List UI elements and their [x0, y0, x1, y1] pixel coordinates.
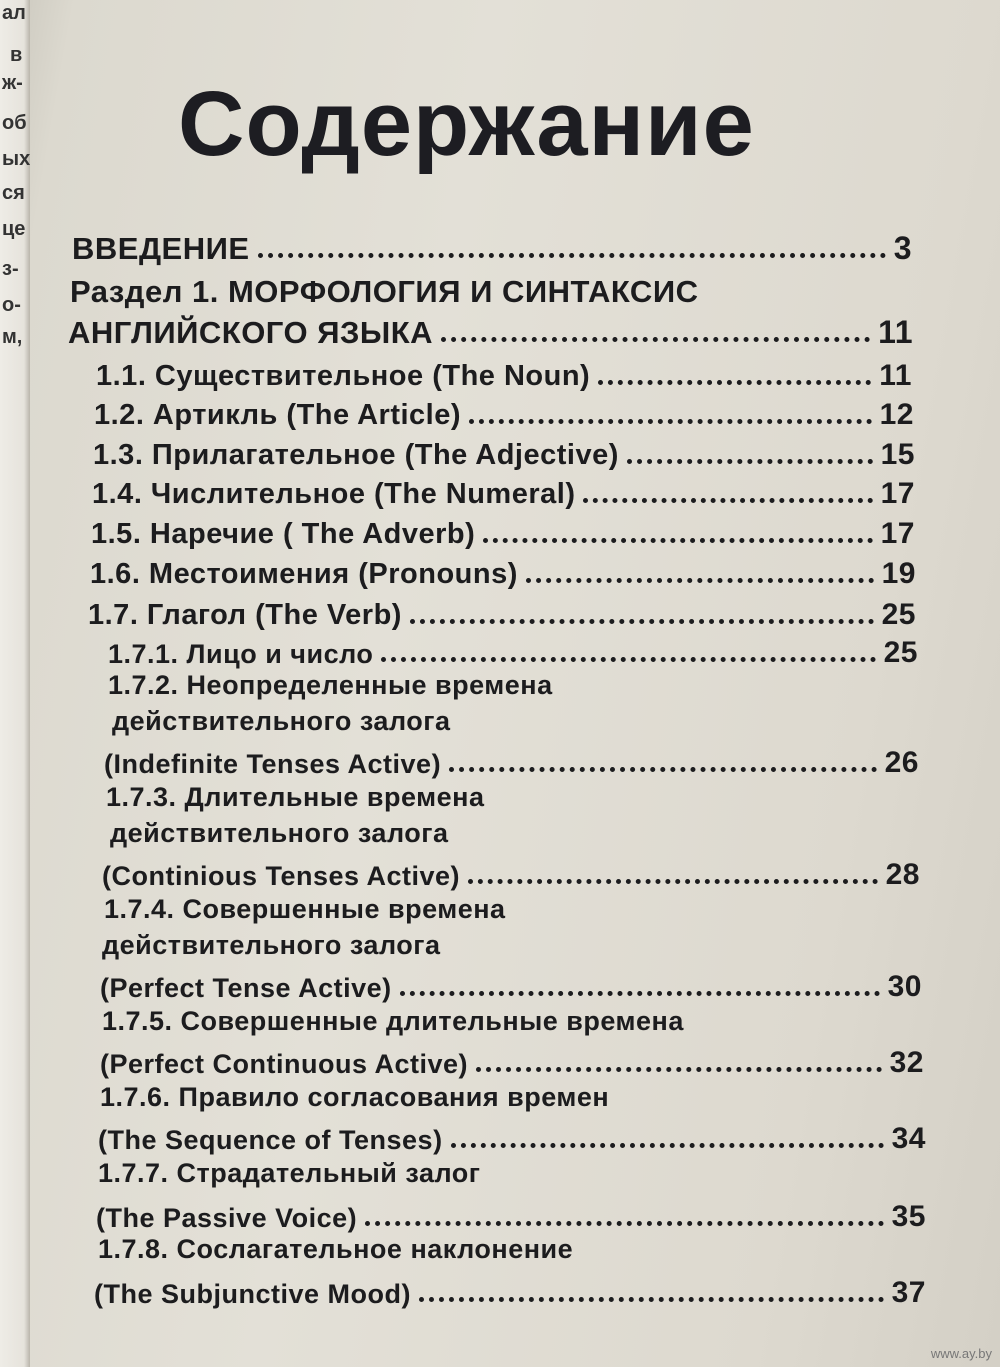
toc-page-number: 17 — [880, 517, 915, 550]
left-page-fragment: о- — [2, 294, 21, 316]
dot-leader — [381, 657, 875, 662]
toc-entry-label: АНГЛИЙСКОГО ЯЗЫКА — [68, 315, 434, 350]
toc-page-number: 11 — [879, 359, 912, 392]
toc-entry-label: (Indefinite Tenses Active) — [104, 749, 442, 779]
toc-page-number: 15 — [880, 438, 915, 471]
toc-entry-label: (The Subjunctive Mood) — [94, 1279, 411, 1309]
dot-leader — [469, 419, 872, 424]
left-page-fragment: ых — [2, 148, 30, 170]
toc-entry-title-line: действительного залога — [112, 706, 451, 736]
toc-page-number: 30 — [887, 970, 922, 1003]
toc-entry-1-7-1 — [108, 632, 918, 668]
left-page-fragment: з- — [2, 258, 19, 280]
toc-entry-1-7-6 — [98, 1118, 926, 1154]
contents-heading: Содержание — [178, 73, 755, 175]
dot-leader — [476, 1067, 882, 1072]
toc-page-number: 11 — [878, 314, 913, 350]
dot-leader — [441, 337, 870, 342]
toc-page-number: 37 — [891, 1276, 926, 1309]
toc-entry-label: 1.2. Артикль (The Article) — [94, 399, 462, 431]
toc-entry-label: (The Passive Voice) — [96, 1203, 358, 1233]
toc-entry-label: (Perfect Continuous Active) — [100, 1049, 469, 1079]
toc-entry-1-6 — [90, 553, 916, 589]
toc-entry-1-7-2 — [104, 742, 919, 778]
dot-leader — [598, 380, 871, 385]
left-page-fragment: це — [2, 218, 26, 240]
toc-entry-title-line: 1.7.6. Правило согласования времен — [100, 1082, 610, 1112]
toc-page-number: 35 — [891, 1200, 926, 1233]
dot-leader — [468, 879, 878, 884]
toc-section-title: Раздел 1. МОРФОЛОГИЯ И СИНТАКСИС — [70, 274, 699, 309]
toc-entry-label: 1.7. Глагол (The Verb) — [88, 599, 402, 631]
toc-entry-label: (Continious Tenses Active) — [102, 861, 461, 891]
toc-entry-section-1 — [68, 312, 913, 348]
toc-entry-label: 1.5. Наречие ( The Adverb) — [91, 518, 476, 550]
toc-entry-label: (Perfect Tense Active) — [100, 973, 392, 1003]
toc-page-number: 19 — [881, 557, 916, 590]
toc-page-number: 25 — [883, 636, 918, 669]
left-page-fragment: ал — [2, 2, 26, 24]
toc-page-number: 25 — [881, 598, 916, 631]
dot-leader — [449, 767, 877, 772]
toc-page-number: 34 — [891, 1122, 926, 1155]
toc-entry-label: 1.3. Прилагательное (The Adjective) — [93, 439, 619, 471]
toc-entry-1-3 — [93, 434, 915, 470]
left-page-fragment: м, — [2, 326, 23, 348]
toc-entry-1-7 — [88, 594, 916, 630]
dot-leader — [583, 498, 872, 503]
left-page-fragment: в — [10, 44, 23, 66]
toc-entry-title-line: действительного залога — [110, 818, 449, 848]
left-page-edge — [0, 0, 30, 1367]
dot-leader — [483, 538, 872, 543]
toc-entry-title-line: 1.7.8. Сослагательное наклонение — [98, 1234, 574, 1264]
toc-entry-label: 1.7.1. Лицо и число — [108, 639, 374, 669]
left-page-fragment: ся — [2, 182, 25, 204]
dot-leader — [410, 619, 874, 624]
toc-page-number: 32 — [889, 1046, 924, 1079]
dot-leader — [258, 253, 886, 258]
toc-entry-label: 1.4. Числительное (The Numeral) — [92, 478, 576, 510]
toc-entry-title-line: 1.7.4. Совершенные времена — [104, 894, 506, 924]
toc-entry-1-7-5 — [100, 1042, 924, 1078]
toc-page-number: 17 — [880, 477, 915, 510]
dot-leader — [526, 578, 874, 583]
toc-entry-1-7-8 — [94, 1272, 926, 1308]
left-page-fragment: ж- — [2, 72, 23, 94]
toc-page-number: 3 — [893, 230, 912, 266]
toc-entry-title-line: 1.7.3. Длительные времена — [106, 782, 485, 812]
toc-entry-title-line: 1.7.5. Совершенные длительные времена — [102, 1006, 684, 1036]
toc-page-number: 28 — [885, 858, 920, 891]
toc-entry-title-line: действительного залога — [102, 930, 441, 960]
toc-entry-1-4 — [92, 473, 915, 509]
toc-entry-label: 1.1. Существительное (The Noun) — [96, 360, 591, 392]
toc-entry-title-line: 1.7.2. Неопределенные времена — [108, 670, 553, 700]
dot-leader — [419, 1297, 884, 1302]
dot-leader — [365, 1221, 884, 1226]
dot-leader — [451, 1143, 884, 1148]
toc-entry-1-2 — [94, 394, 914, 430]
dot-leader — [400, 991, 880, 996]
toc-entry-1-1 — [96, 355, 912, 391]
toc-entry-title-line: 1.7.7. Страдательный залог — [98, 1158, 481, 1188]
toc-entry-1-7-7 — [96, 1196, 926, 1232]
toc-page-number: 26 — [884, 746, 919, 779]
dot-leader — [627, 459, 873, 464]
toc-entry-1-7-3 — [102, 854, 920, 890]
toc-entry-1-5 — [91, 513, 915, 549]
toc-entry-1-7-4 — [100, 966, 922, 1002]
watermark: www.ay.by — [930, 1346, 992, 1361]
toc-page-number: 12 — [879, 398, 914, 431]
toc-entry-intro — [72, 228, 912, 264]
toc-entry-label: (The Sequence of Tenses) — [98, 1125, 443, 1155]
toc-entry-label: ВВЕДЕНИЕ — [72, 231, 250, 266]
left-page-fragment: об — [2, 112, 27, 134]
toc-entry-label: 1.6. Местоимения (Pronouns) — [90, 558, 518, 590]
